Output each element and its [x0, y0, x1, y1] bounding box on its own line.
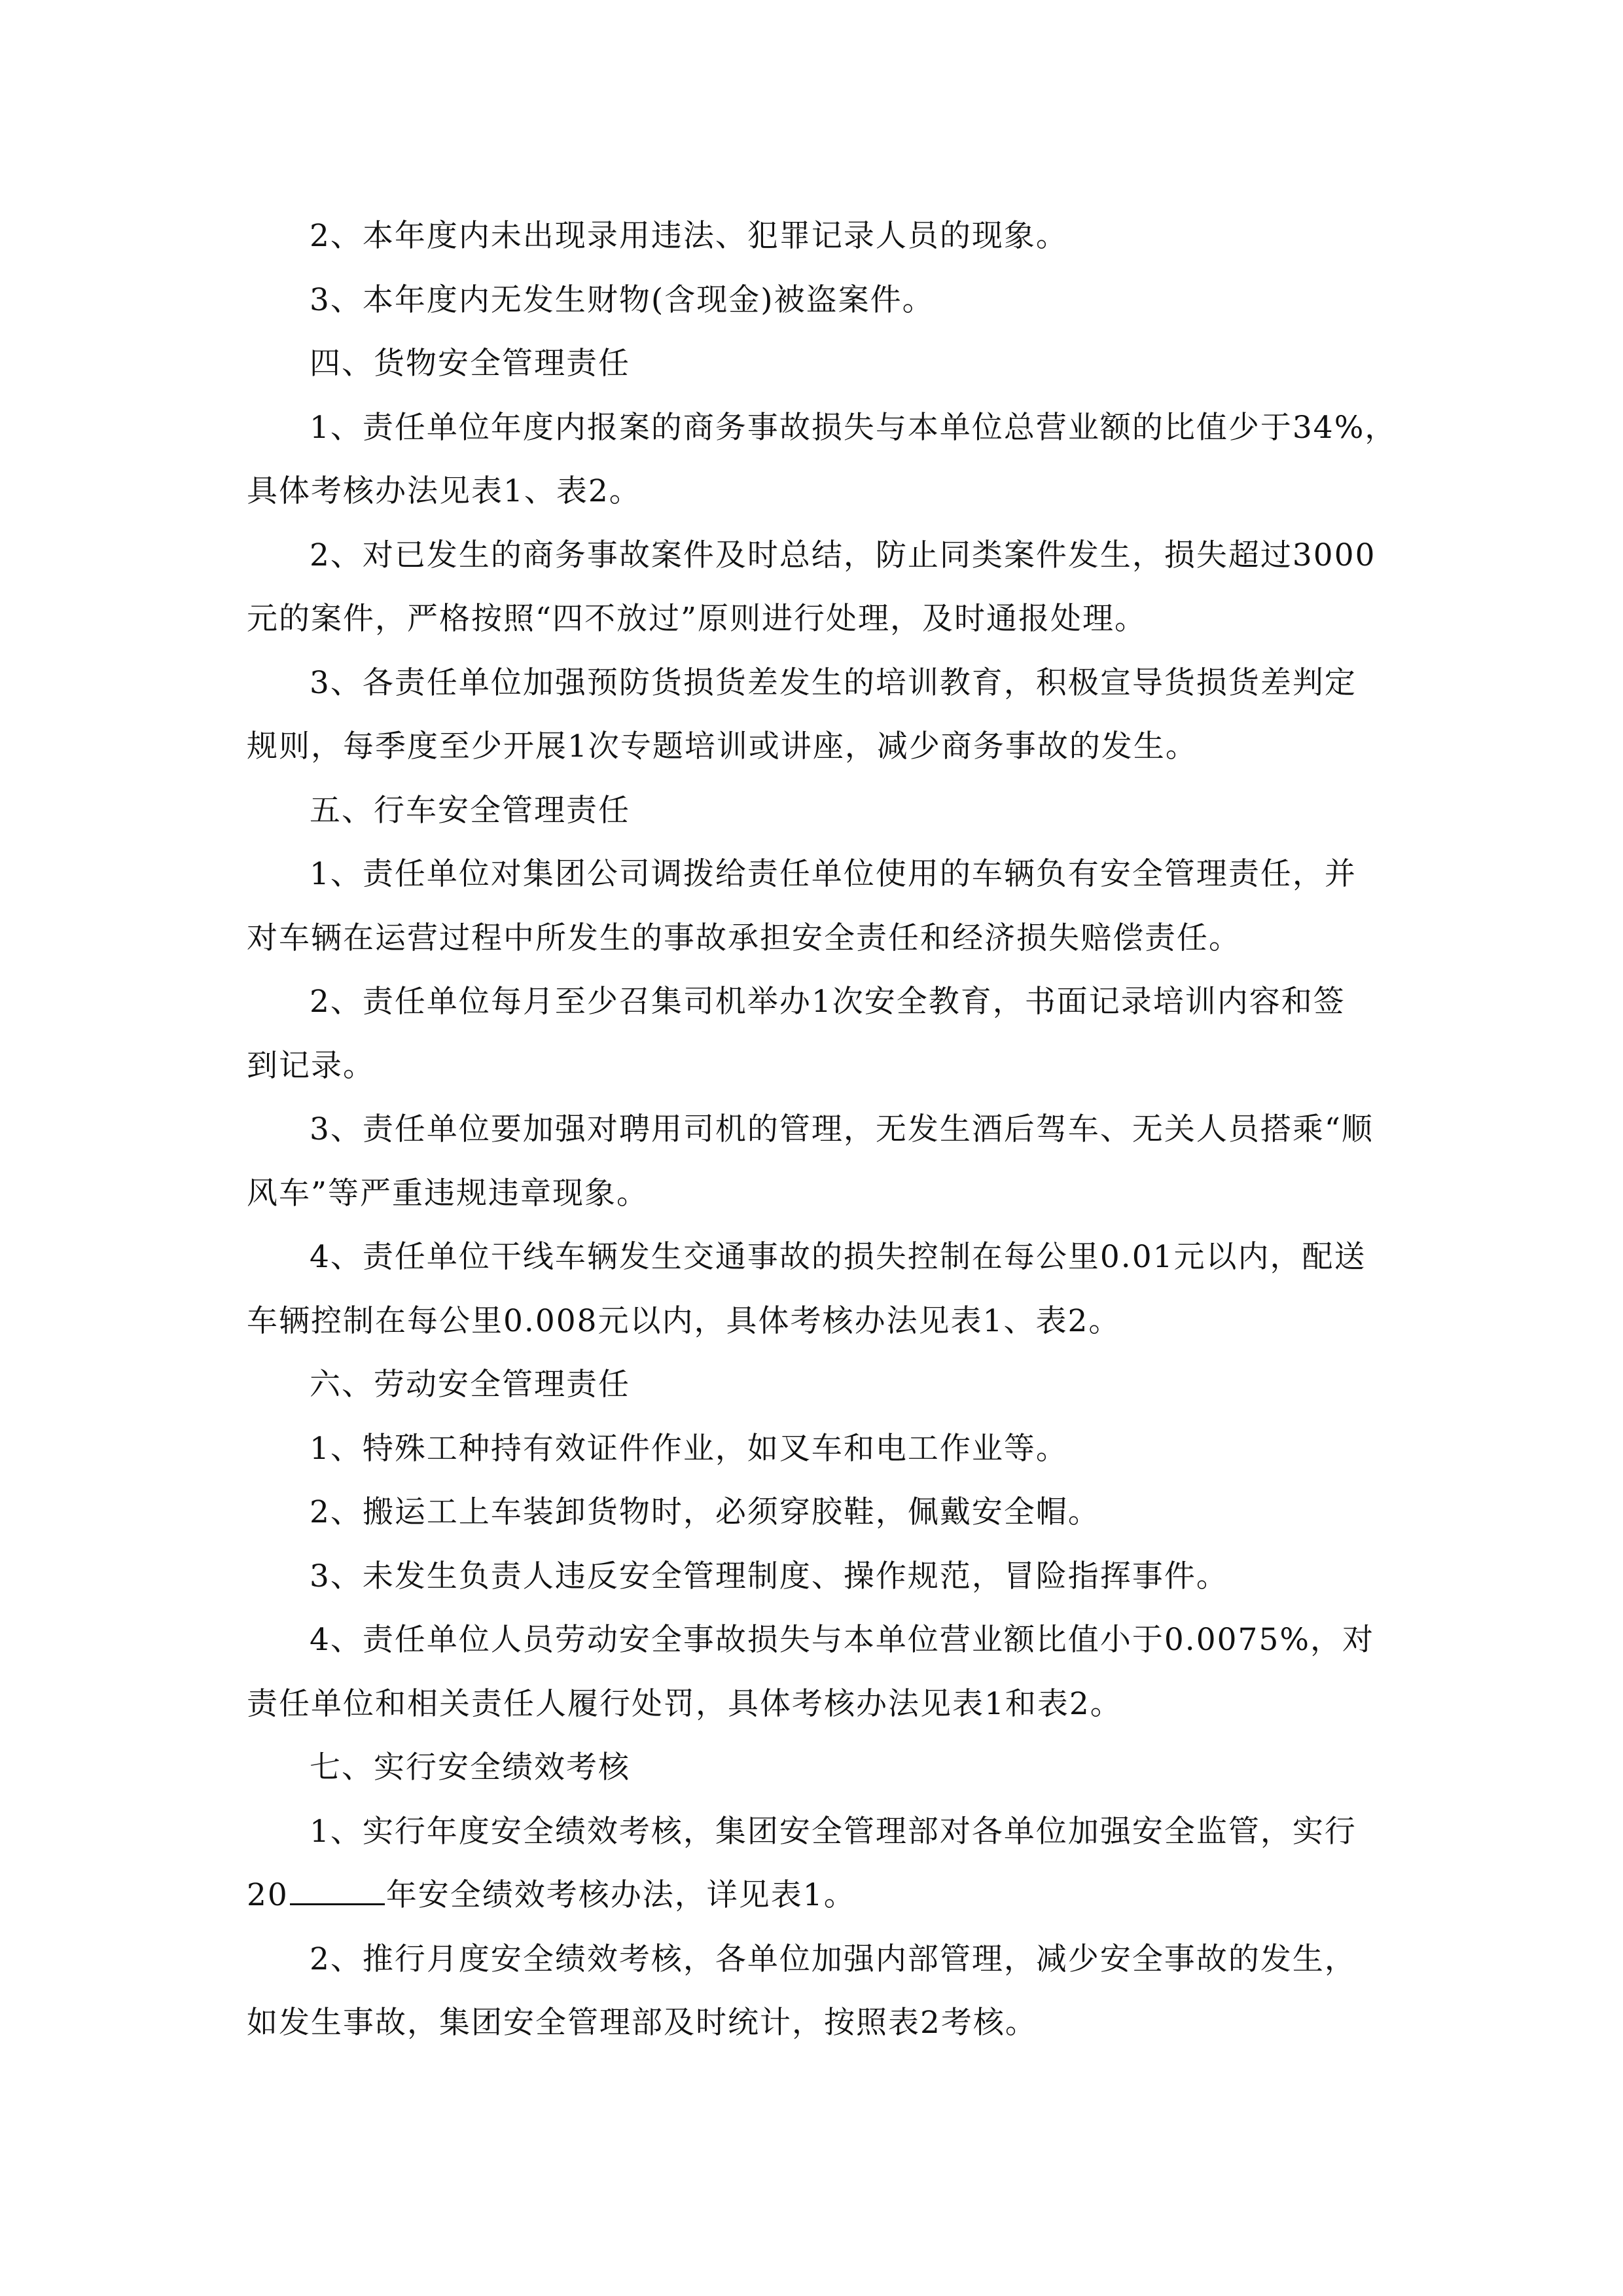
text-line: 四、货物安全管理责任	[310, 346, 630, 382]
text-line: 4、责任单位人员劳动安全事故损失与本单位营业额比值小于0.0075%，对	[310, 1622, 1375, 1658]
text-line: 责任单位和相关责任人履行处罚，具体考核办法见表1和表2。	[247, 1685, 1122, 1722]
blank-line-suffix: 年安全绩效考核办法，详见表1。	[385, 1877, 856, 1913]
text-line: 风车”等严重违规违章现象。	[247, 1175, 649, 1211]
text-line: 1、实行年度安全绩效考核，集团安全管理部对各单位加强安全监管，实行	[310, 1813, 1357, 1850]
text-line: 对车辆在运营过程中所发生的事故承担安全责任和经济损失赔偿责任。	[247, 920, 1241, 956]
text-line: 2、搬运工上车装卸货物时，必须穿胶鞋，佩戴安全帽。	[310, 1494, 1100, 1530]
text-line: 2、本年度内未出现录用违法、犯罪记录人员的现象。	[310, 218, 1068, 254]
text-line: 到记录。	[247, 1047, 375, 1084]
document-body	[247, 204, 1397, 2055]
text-line: 如发生事故，集团安全管理部及时统计，按照表2考核。	[247, 2005, 1037, 2041]
text-line: 规则，每季度至少开展1次专题培训或讲座，减少商务事故的发生。	[247, 728, 1198, 764]
text-line: 4、责任单位干线车辆发生交通事故的损失控制在每公里0.01元以内，配送	[310, 1239, 1366, 1275]
text-line: 3、本年度内无发生财物(含现金)被盗案件。	[310, 281, 935, 318]
year-blank	[290, 1876, 385, 1905]
text-line: 五、行车安全管理责任	[310, 792, 630, 829]
paragraph-group-closing	[247, 1928, 1376, 2055]
text-line: 1、责任单位年度内报案的商务事故损失与本单位总营业额的比值少于34%，	[310, 409, 1397, 446]
text-line: 元的案件，严格按照“四不放过”原则进行处理，及时通报处理。	[247, 601, 1147, 637]
year-prefix: 20	[247, 1877, 289, 1913]
text-line: 2、推行月度安全绩效考核，各单位加强内部管理，减少安全事故的发生，	[310, 1941, 1357, 1977]
text-line: 具体考核办法见表1、表2。	[247, 473, 641, 509]
text-line: 六、劳动安全管理责任	[310, 1367, 630, 1403]
text-line: 3、未发生负责人违反安全管理制度、操作规范，冒险指挥事件。	[310, 1558, 1228, 1594]
text-line: 3、责任单位要加强对聘用司机的管理，无发生酒后驾车、无关人员搭乘“顺	[310, 1111, 1374, 1147]
text-line: 1、责任单位对集团公司调拨给责任单位使用的车辆负有安全管理责任，并	[310, 856, 1357, 892]
text-line: 3、各责任单位加强预防货损货差发生的培训教育，积极宣导货损货差判定	[310, 664, 1357, 701]
text-line: 车辆控制在每公里0.008元以内，具体考核办法见表1、表2。	[247, 1302, 1121, 1339]
text-line: 1、特殊工种持有效证件作业，如叉车和电工作业等。	[310, 1430, 1068, 1467]
text-line: 2、对已发生的商务事故案件及时总结，防止同类案件发生，损失超过3000	[310, 537, 1376, 573]
text-line-with-blank	[247, 1863, 1376, 1928]
paragraph-group	[247, 204, 1397, 1863]
text-line: 七、实行安全绩效考核	[310, 1749, 630, 1785]
text-line: 2、责任单位每月至少召集司机举办1次安全教育，书面记录培训内容和签	[310, 984, 1346, 1020]
